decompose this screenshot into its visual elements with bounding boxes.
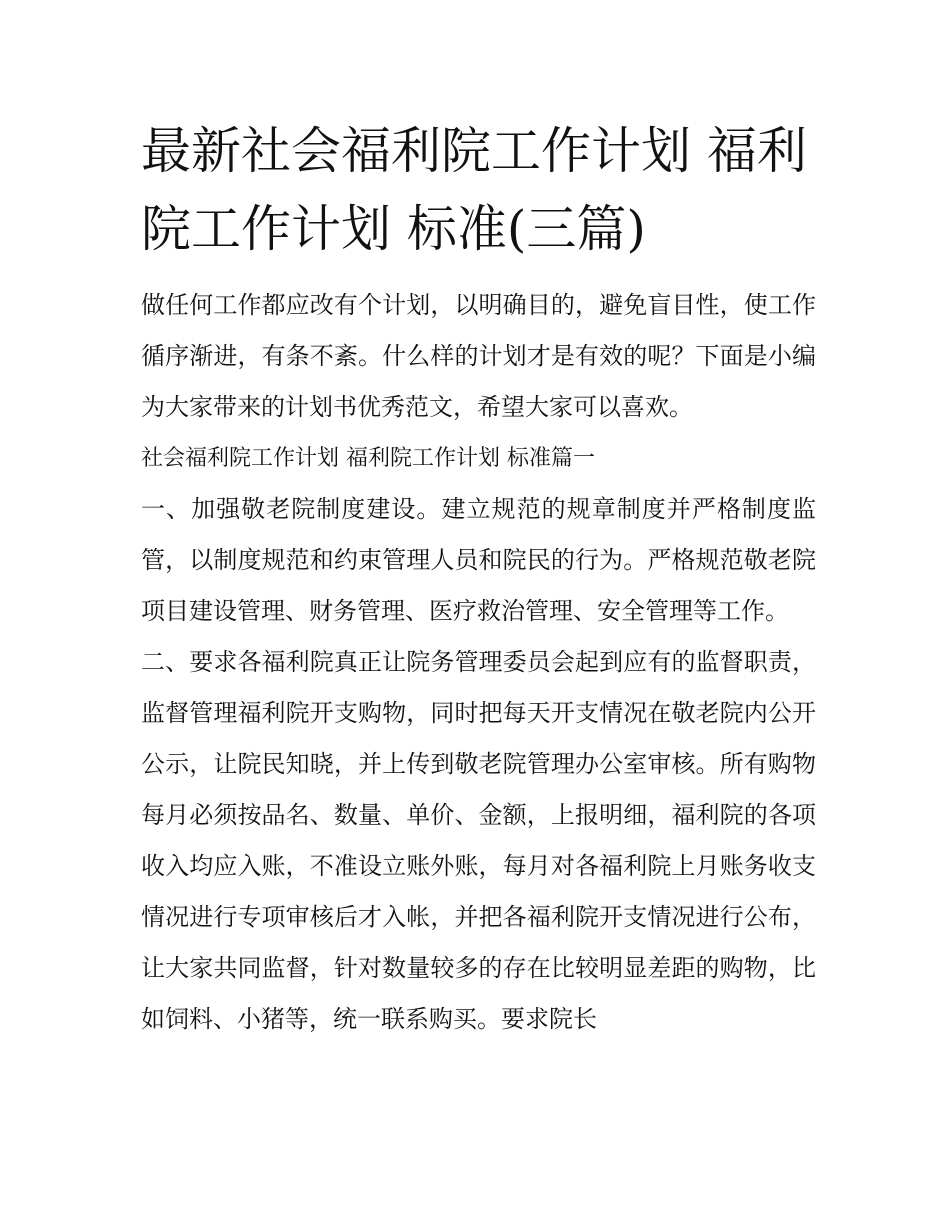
paragraph-2: 二、要求各福利院真正让院务管理委员会起到应有的监督职责，监督管理福利院开支购物，同时把每天开支情况在敬老院内公开公示，让院民知晓，并上传到敬老院管理办公室审核。所有购物每月必须按品名、数量、单价、金额，上报明细，福利院的各项收入均应入账，不准设立账外账，每月对各福利院上月账务收支情况进行专项审核后才入帐，并把各福利院开支情况进行公布，让大家共同监督，针对数量较多的存在比较明显差距的购物，比如饲料、小猪等，统一联系购买。要求院长 (141, 648, 816, 1033)
document-title: 最新社会福利院工作计划 福利院工作计划 标准(三篇) (141, 122, 807, 258)
document-content (141, 112, 816, 1045)
paragraph-1: 一、加强敬老院制度建设。建立规范的规章制度并严格制度监管，以制度规范和约束管理人员和院民的行为。严格规范敬老院项目建设管理、财务管理、医疗救治管理、安全管理等工作。 (141, 495, 816, 625)
section-heading: 社会福利院工作计划 福利院工作计划 标准篇一 (141, 446, 595, 471)
intro-paragraph: 做任何工作都应改有个计划，以明确目的，避免盲目性，使工作循序渐进，有条不紊。什么样的计划才是有效的呢？下面是小编为大家带来的计划书优秀范文，希望大家可以喜欢。 (141, 291, 816, 421)
